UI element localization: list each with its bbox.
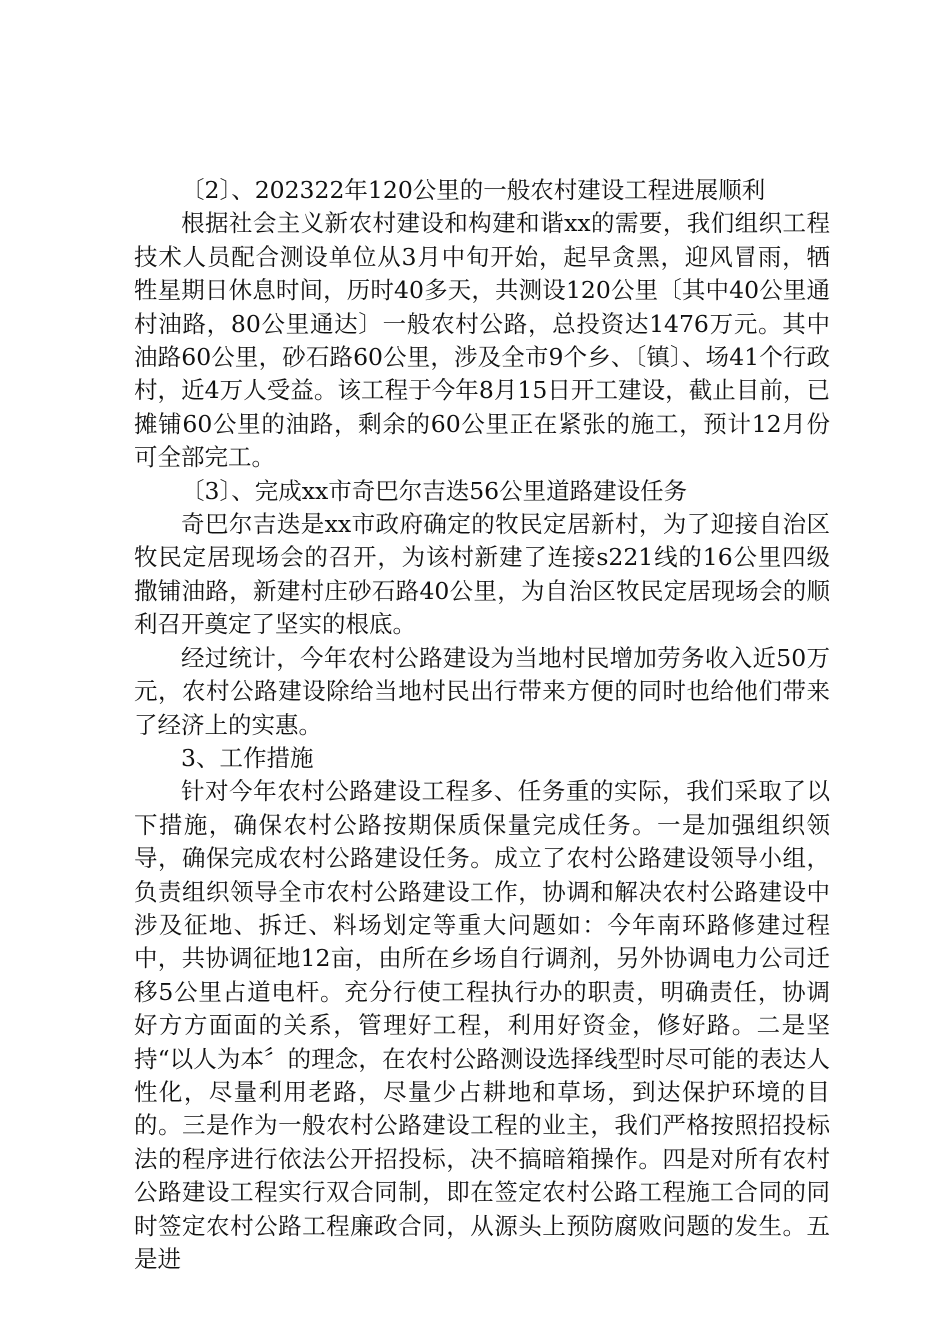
paragraph-heading-3: 〔3〕、完成xx市奇巴尔吉迭56公里道路建设任务 (181, 476, 688, 505)
paragraph-heading-measures: 3、工作措施 (181, 743, 314, 772)
paragraph-herder-village: 奇巴尔吉迭是xx市政府确定的牧民定居新村，为了迎接自治区牧民定居现场会的召开，为该村新建了连接s221线的16公里四级撒铺油路，新建村庄砂石路40公里，为自治区牧民定居现场会的顺利召开奠定了坚实的根底。 (134, 510, 830, 639)
document-body (134, 174, 830, 1276)
paragraph-statistics: 经过统计，今年农村公路建设为当地村民增加劳务收入近50万元，农村公路建设除给当地村民出行带来方便的同时也给他们带来了经济上的实惠。 (134, 643, 830, 739)
paragraph-rural-construction: 根据社会主义新农村建设和构建和谐xx的需要，我们组织工程技术人员配合测设单位从3月中旬开始，起早贪黑，迎风冒雨，牺牲星期日休息时间，历时40多天，共测设120公里〔其中40公里通村油路，80公里通达〕一般农村公路，总投资达1476万元。其中油路60公里，砂石路60公里，涉及全市9个乡、〔镇〕、场41个行政村，近4万人受益。该工程于今年8月15日开工建设，截止目前，已摊铺60公里的油路，剩余的60公里正在紧张的施工，预计12月份可全部完工。 (134, 209, 830, 472)
paragraph-measures: 针对今年农村公路建设工程多、任务重的实际，我们采取了以下措施，确保农村公路按期保质保量完成任务。一是加强组织领导，确保完成农村公路建设任务。成立了农村公路建设领导小组，负责组织领导全市农村公路建设工作，协调和解决农村公路建设中涉及征地、拆迁、料场划定等重大问题如：今年南环路修建过程中，共协调征地12亩，由所在乡场自行调剂，另外协调电力公司迁移5公里占道电杆。充分行使工程执行办的职责，明确责任，协调好方方面面的关系，管理好工程，利用好资金，修好路。二是坚持“以人为本〞的理念，在农村公路测设选择线型时尽可能的表达人性化，尽量利用老路，尽量少占耕地和草场，到达保护环境的目的。三是作为一般农村公路建设工程的业主，我们严格按照招投标法的程序进行依法公开招投标，决不搞暗箱操作。四是对所有农村公路建设工程实行双合同制，即在签定农村公路工程施工合同的同时签定农村公路工程廉政合同，从源头上预防腐败问题的发生。五是进 (134, 777, 830, 1273)
paragraph-heading-2: 〔2〕、202322年120公里的一般农村建设工程进展顺利 (181, 176, 766, 204)
